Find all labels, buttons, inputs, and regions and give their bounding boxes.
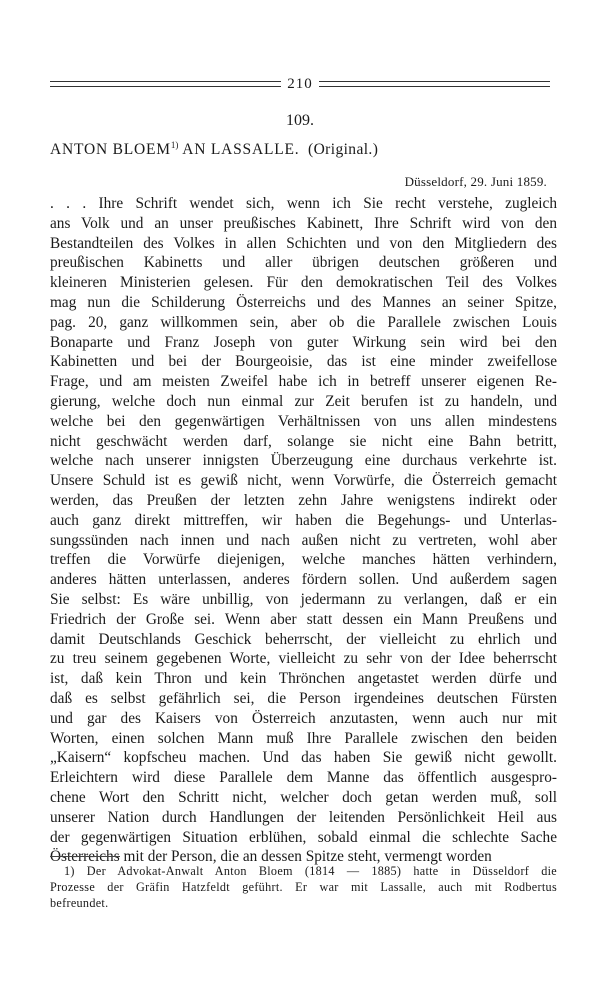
running-head — [50, 74, 550, 94]
footnote-line: 1) Der Advokat-Anwalt Anton Bloem (1814 — 1885) hatte in Düsseldorf die — [64, 864, 557, 878]
body-line: . . . Ihre Schrift wendet sich, wenn ich Sie recht verstehe, zugleich — [50, 195, 557, 212]
body-line: werden, das Preußen der letzten zehn Jahre wenigstens indirekt oder — [50, 491, 557, 509]
body-line: mag nun die Schilderung Österreichs und des Mannes an seiner Spitze, — [50, 293, 557, 311]
body-line: anderes hätten unterlassen, anderes fördern sollen. Und außerdem sagen — [50, 571, 557, 589]
heading-note: (Original.) — [308, 141, 379, 159]
body-line: gierung, welche doch nun einmal zur Zeit berufen ist zu handeln, und — [50, 392, 557, 410]
body-line: Bestandteilen des Volkes in allen Schichten und von den Mitgliedern des — [50, 234, 557, 252]
body-line: welche nach unserer innigsten Überzeugung eine durchaus verkehrte ist. — [50, 452, 557, 470]
body-line: auch ganz direkt mittreffen, wir haben die Begehungs- und Unterlas- — [50, 511, 557, 529]
header-rule-left — [50, 81, 281, 87]
body-line: und gar des Kaisers von Österreich anzutasten, wenn auch nur mit — [50, 709, 557, 727]
letter-heading — [50, 140, 560, 159]
body-line: nicht geschwächt werden darf, solange sie nicht eine Bahn betritt, — [50, 432, 557, 450]
body-line: Erleichtern wird diese Parallele dem Manne das öffentlich ausgespro- — [50, 769, 557, 787]
body-line: chene Wort den Schritt nicht, welcher doch getan werden muß, soll — [50, 788, 557, 806]
footnote-line: Prozesse der Gräfin Hatzfeldt geführt. Er war mit Lassalle, auch mit Rodbertus — [50, 880, 557, 894]
heading-footnote-marker: 1) — [170, 140, 179, 150]
body-line: Sie selbst: Es wäre unbillig, von jedermann zu verlangen, daß er ein — [50, 590, 557, 608]
body-line: daß es selbst gefährlich sei, die Person irgendeines deutschen Fürsten — [50, 689, 557, 707]
body-line: zu treu seinem gegebenen Worte, vielleicht zu sehr von der Idee beherrscht — [50, 650, 557, 668]
body-line: Frage, und am meisten Zweifel habe ich in betreff unserer eigenen Re- — [50, 373, 557, 391]
body-line: damit Deutschlands Geschick beherrscht, der vielleicht zu ehrlich und — [50, 630, 557, 648]
body-line: „Kaisern“ kopfscheu machen. Und das haben Sie gewiß nicht gewollt. — [50, 749, 557, 767]
heading-recipient: AN LASSALLE. — [178, 141, 300, 159]
body-line: Worten, einen solchen Mann muß Ihre Parallele zwischen den beiden — [50, 729, 557, 747]
body-line: Österreichs mit der Person, die an dessen Spitze steht, vermengt worden — [50, 848, 492, 866]
body-line: Unsere Schuld ist es gewiß nicht, wenn Vorwürfe, die Österreich gemacht — [50, 472, 557, 490]
body-line: ist, daß kein Thron und kein Thrönchen angetastet werden dürfe und — [50, 670, 557, 688]
header-rule-right — [319, 81, 550, 87]
body-line: sungssünden nach innen und nach außen nicht zu vertreten, wohl aber — [50, 531, 557, 549]
body-line: kleineren Ministerien gelesen. Für den demokratischen Teil des Volkes — [50, 274, 557, 292]
footnote-line: befreundet. — [50, 896, 109, 910]
body-line: unserer Nation durch Handlungen der leitenden Persönlichkeit Heil aus — [50, 808, 557, 826]
body-line: Friedrich der Große sei. Wenn aber statt dessen ein Mann Preußens und — [50, 610, 557, 628]
body-line: pag. 20, ganz willkommen sein, aber ob die Parallele zwischen Louis — [50, 313, 557, 331]
page-number: 210 — [287, 75, 313, 92]
letter-body — [50, 194, 557, 867]
footnote-rule — [50, 856, 120, 857]
letter-number: 109. — [286, 112, 314, 129]
footnote — [50, 863, 557, 911]
body-line: Bonaparte und Franz Joseph von guter Wirkung sein wird bei den — [50, 333, 557, 351]
body-line: welche bei den gegenwärtigen Verhältnissen von uns allen mindestens — [50, 412, 557, 430]
dateline: Düsseldorf, 29. Juni 1859. — [404, 174, 547, 189]
body-line: treffen die Vorwürfe diejenigen, welche manches hätten verhindern, — [50, 551, 557, 569]
body-line: der gegenwärtigen Situation erblühen, sobald einmal die schlechte Sache — [50, 828, 557, 846]
heading-author: ANTON BLOEM — [50, 141, 171, 159]
body-line: ans Volk und an unser preußisches Kabinett, Ihre Schrift wird von den — [50, 214, 557, 232]
body-line: Kabinetten und bei der Bourgeoisie, das ist eine minder zweifellose — [50, 353, 557, 371]
body-line: preußischen Kabinetts und aller übrigen deutschen größeren und — [50, 254, 557, 272]
